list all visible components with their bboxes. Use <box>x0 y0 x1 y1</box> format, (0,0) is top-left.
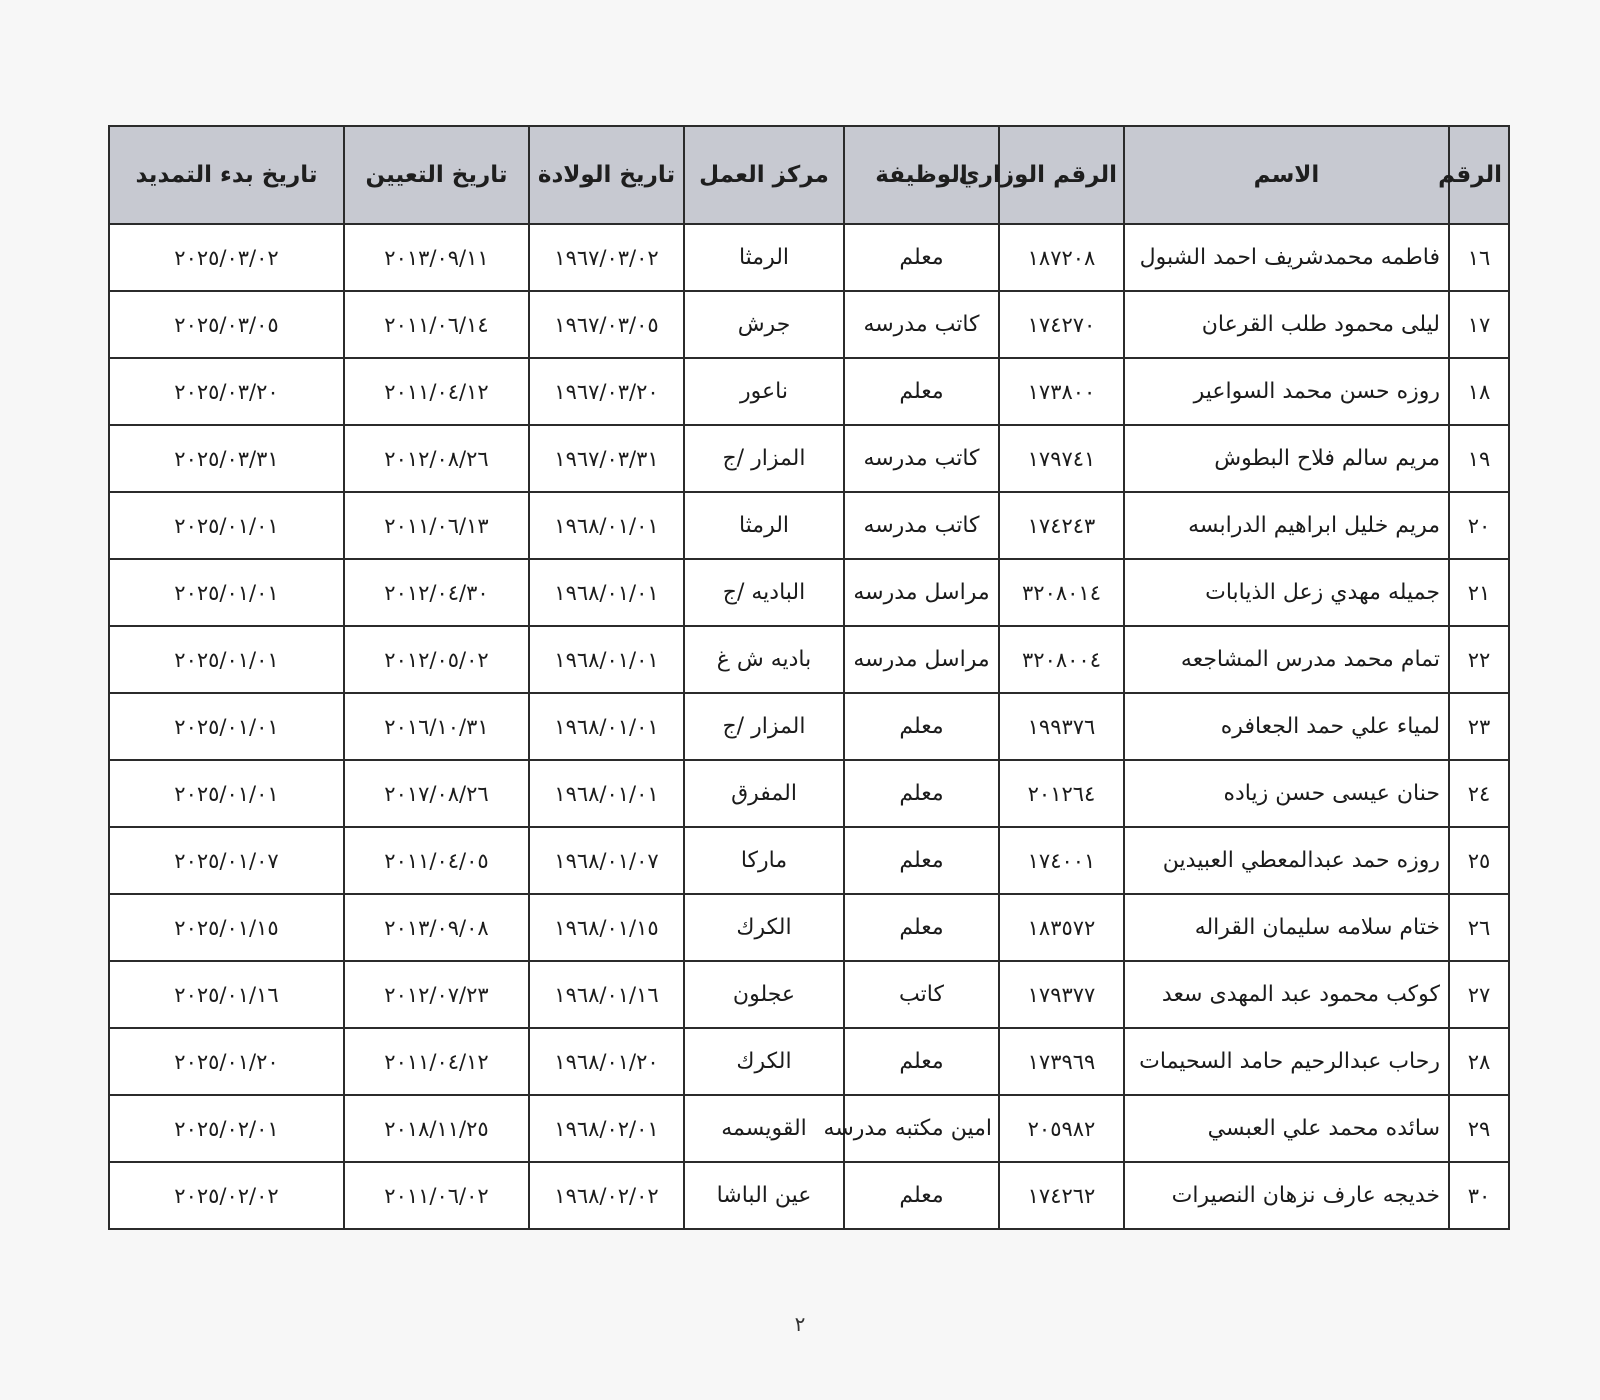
work-center: ناعور <box>684 358 844 425</box>
extension-start-date: ٢٠٢٥/٠١/١٦ <box>109 961 344 1028</box>
work-center: الكرك <box>684 894 844 961</box>
table-row <box>109 961 1509 1028</box>
header-work-center: مركز العمل <box>684 126 844 224</box>
extension-start-date: ٢٠٢٥/٠٣/٠٢ <box>109 224 344 291</box>
table-row <box>109 358 1509 425</box>
employee-name: مريم خليل ابراهيم الدرابسه <box>1124 492 1449 559</box>
appointment-date: ٢٠١١/٠٤/١٢ <box>344 358 529 425</box>
header-appointment-date: تاريخ التعيين <box>344 126 529 224</box>
header-row <box>109 126 1509 224</box>
header-ministry-number: الرقم الوزاري <box>999 126 1124 224</box>
work-center: عجلون <box>684 961 844 1028</box>
employee-name: كوكب محمود عبد المهدى سعد <box>1124 961 1449 1028</box>
extension-start-date: ٢٠٢٥/٠١/٢٠ <box>109 1028 344 1095</box>
extension-start-date: ٢٠٢٥/٠١/٠١ <box>109 760 344 827</box>
birth-date: ١٩٦٧/٠٣/٠٢ <box>529 224 684 291</box>
birth-date: ١٩٦٧/٠٣/٣١ <box>529 425 684 492</box>
employee-name: روزه حمد عبدالمعطي العبيدين <box>1124 827 1449 894</box>
table-row <box>109 626 1509 693</box>
work-center: المفرق <box>684 760 844 827</box>
appointment-date: ٢٠١١/٠٤/١٢ <box>344 1028 529 1095</box>
birth-date: ١٩٦٨/٠١/٠٧ <box>529 827 684 894</box>
appointment-date: ٢٠١٢/٠٥/٠٢ <box>344 626 529 693</box>
birth-date: ١٩٦٨/٠٢/٠١ <box>529 1095 684 1162</box>
row-number: ٢٥ <box>1449 827 1509 894</box>
extension-start-date: ٢٠٢٥/٠١/٠١ <box>109 693 344 760</box>
appointment-date: ٢٠١٣/٠٩/٠٨ <box>344 894 529 961</box>
job-title: معلم <box>844 1162 999 1229</box>
birth-date: ١٩٦٨/٠١/١٥ <box>529 894 684 961</box>
extension-start-date: ٢٠٢٥/٠٣/٠٥ <box>109 291 344 358</box>
work-center: باديه ش غ <box>684 626 844 693</box>
work-center: جرش <box>684 291 844 358</box>
header-number: الرقم <box>1449 126 1509 224</box>
table-row <box>109 224 1509 291</box>
appointment-date: ٢٠١٦/١٠/٣١ <box>344 693 529 760</box>
ministry-number: ١٧٤٢٦٢ <box>999 1162 1124 1229</box>
appointment-date: ٢٠١٨/١١/٢٥ <box>344 1095 529 1162</box>
birth-date: ١٩٦٨/٠١/٢٠ <box>529 1028 684 1095</box>
table-row <box>109 492 1509 559</box>
row-number: ٢٩ <box>1449 1095 1509 1162</box>
table-body <box>109 224 1509 1229</box>
row-number: ٢١ <box>1449 559 1509 626</box>
appointment-date: ٢٠١١/٠٦/٠٢ <box>344 1162 529 1229</box>
job-title: معلم <box>844 760 999 827</box>
job-title: كاتب <box>844 961 999 1028</box>
employee-name: ليلى محمود طلب القرعان <box>1124 291 1449 358</box>
job-title: معلم <box>844 1028 999 1095</box>
appointment-date: ٢٠١١/٠٤/٠٥ <box>344 827 529 894</box>
ministry-number: ١٧٤٢٧٠ <box>999 291 1124 358</box>
appointment-date: ٢٠١١/٠٦/١٣ <box>344 492 529 559</box>
birth-date: ١٩٦٧/٠٣/٠٥ <box>529 291 684 358</box>
table-row <box>109 1162 1509 1229</box>
job-title: امين مكتبه مدرسه <box>844 1095 999 1162</box>
birth-date: ١٩٦٨/٠١/٠١ <box>529 626 684 693</box>
ministry-number: ٢٠١٢٦٤ <box>999 760 1124 827</box>
employees-table <box>108 125 1510 1230</box>
extension-start-date: ٢٠٢٥/٠٢/٠٢ <box>109 1162 344 1229</box>
work-center: الرمثا <box>684 224 844 291</box>
job-title: معلم <box>844 693 999 760</box>
row-number: ١٩ <box>1449 425 1509 492</box>
birth-date: ١٩٦٨/٠١/١٦ <box>529 961 684 1028</box>
job-title: كاتب مدرسه <box>844 492 999 559</box>
table-row <box>109 827 1509 894</box>
job-title: معلم <box>844 827 999 894</box>
employee-name: حنان عيسى حسن زياده <box>1124 760 1449 827</box>
table-row <box>109 760 1509 827</box>
row-number: ٣٠ <box>1449 1162 1509 1229</box>
extension-start-date: ٢٠٢٥/٠٣/٣١ <box>109 425 344 492</box>
row-number: ٢٨ <box>1449 1028 1509 1095</box>
job-title: معلم <box>844 224 999 291</box>
birth-date: ١٩٦٨/٠١/٠١ <box>529 492 684 559</box>
extension-start-date: ٢٠٢٥/٠١/٠١ <box>109 492 344 559</box>
employee-name: روزه حسن محمد السواعير <box>1124 358 1449 425</box>
employee-name: سائده محمد علي العبسي <box>1124 1095 1449 1162</box>
table-header <box>109 126 1509 224</box>
employee-name: فاطمه محمدشريف احمد الشبول <box>1124 224 1449 291</box>
job-title: مراسل مدرسه <box>844 559 999 626</box>
birth-date: ١٩٦٨/٠١/٠١ <box>529 693 684 760</box>
work-center: الرمثا <box>684 492 844 559</box>
row-number: ٢٠ <box>1449 492 1509 559</box>
employee-name: خديجه عارف نزهان النصيرات <box>1124 1162 1449 1229</box>
employee-name: تمام محمد مدرس المشاجعه <box>1124 626 1449 693</box>
work-center: المزار /ج <box>684 693 844 760</box>
appointment-date: ٢٠١١/٠٦/١٤ <box>344 291 529 358</box>
row-number: ٢٤ <box>1449 760 1509 827</box>
table-row <box>109 894 1509 961</box>
work-center: ماركا <box>684 827 844 894</box>
job-title: معلم <box>844 894 999 961</box>
ministry-number: ١٧٣٩٦٩ <box>999 1028 1124 1095</box>
row-number: ١٧ <box>1449 291 1509 358</box>
work-center: الباديه /ج <box>684 559 844 626</box>
appointment-date: ٢٠١٣/٠٩/١١ <box>344 224 529 291</box>
row-number: ٢٣ <box>1449 693 1509 760</box>
extension-start-date: ٢٠٢٥/٠٣/٢٠ <box>109 358 344 425</box>
row-number: ٢٦ <box>1449 894 1509 961</box>
ministry-number: ١٨٧٢٠٨ <box>999 224 1124 291</box>
table-row <box>109 1028 1509 1095</box>
employee-name: ختام سلامه سليمان القراله <box>1124 894 1449 961</box>
row-number: ١٨ <box>1449 358 1509 425</box>
employee-name: لمياء علي حمد الجعافره <box>1124 693 1449 760</box>
work-center: المزار /ج <box>684 425 844 492</box>
extension-start-date: ٢٠٢٥/٠١/٠١ <box>109 559 344 626</box>
header-birth-date: تاريخ الولادة <box>529 126 684 224</box>
job-title: مراسل مدرسه <box>844 626 999 693</box>
appointment-date: ٢٠١٢/٠٤/٣٠ <box>344 559 529 626</box>
appointment-date: ٢٠١٢/٠٧/٢٣ <box>344 961 529 1028</box>
extension-start-date: ٢٠٢٥/٠١/١٥ <box>109 894 344 961</box>
ministry-number: ١٨٣٥٧٢ <box>999 894 1124 961</box>
row-number: ٢٢ <box>1449 626 1509 693</box>
birth-date: ١٩٦٨/٠٢/٠٢ <box>529 1162 684 1229</box>
employee-name: رحاب عبدالرحيم حامد السحيمات <box>1124 1028 1449 1095</box>
appointment-date: ٢٠١٢/٠٨/٢٦ <box>344 425 529 492</box>
birth-date: ١٩٦٧/٠٣/٢٠ <box>529 358 684 425</box>
appointment-date: ٢٠١٧/٠٨/٢٦ <box>344 760 529 827</box>
header-job: الوظيفة <box>844 126 999 224</box>
ministry-number: ١٩٩٣٧٦ <box>999 693 1124 760</box>
table-row <box>109 693 1509 760</box>
extension-start-date: ٢٠٢٥/٠١/٠١ <box>109 626 344 693</box>
birth-date: ١٩٦٨/٠١/٠١ <box>529 760 684 827</box>
ministry-number: ٣٢٠٨٠٠٤ <box>999 626 1124 693</box>
table-row <box>109 1095 1509 1162</box>
job-title: كاتب مدرسه <box>844 291 999 358</box>
page-number: ٢ <box>794 1312 806 1336</box>
birth-date: ١٩٦٨/٠١/٠١ <box>529 559 684 626</box>
ministry-number: ٢٠٥٩٨٢ <box>999 1095 1124 1162</box>
header-extension-start-date: تاريخ بدء التمديد <box>109 126 344 224</box>
ministry-number: ١٧٩٧٤١ <box>999 425 1124 492</box>
employee-name: مريم سالم فلاح البطوش <box>1124 425 1449 492</box>
extension-start-date: ٢٠٢٥/٠٢/٠١ <box>109 1095 344 1162</box>
table-row <box>109 425 1509 492</box>
ministry-number: ١٧٤٠٠١ <box>999 827 1124 894</box>
ministry-number: ١٧٩٣٧٧ <box>999 961 1124 1028</box>
table-row <box>109 559 1509 626</box>
table-row <box>109 291 1509 358</box>
header-name: الاسم <box>1124 126 1449 224</box>
job-title: كاتب مدرسه <box>844 425 999 492</box>
ministry-number: ١٧٣٨٠٠ <box>999 358 1124 425</box>
ministry-number: ١٧٤٢٤٣ <box>999 492 1124 559</box>
work-center: عين الباشا <box>684 1162 844 1229</box>
employee-name: جميله مهدي زعل الذيابات <box>1124 559 1449 626</box>
row-number: ٢٧ <box>1449 961 1509 1028</box>
extension-start-date: ٢٠٢٥/٠١/٠٧ <box>109 827 344 894</box>
job-title: معلم <box>844 358 999 425</box>
work-center: القويسمه <box>684 1095 844 1162</box>
ministry-number: ٣٢٠٨٠١٤ <box>999 559 1124 626</box>
work-center: الكرك <box>684 1028 844 1095</box>
row-number: ١٦ <box>1449 224 1509 291</box>
